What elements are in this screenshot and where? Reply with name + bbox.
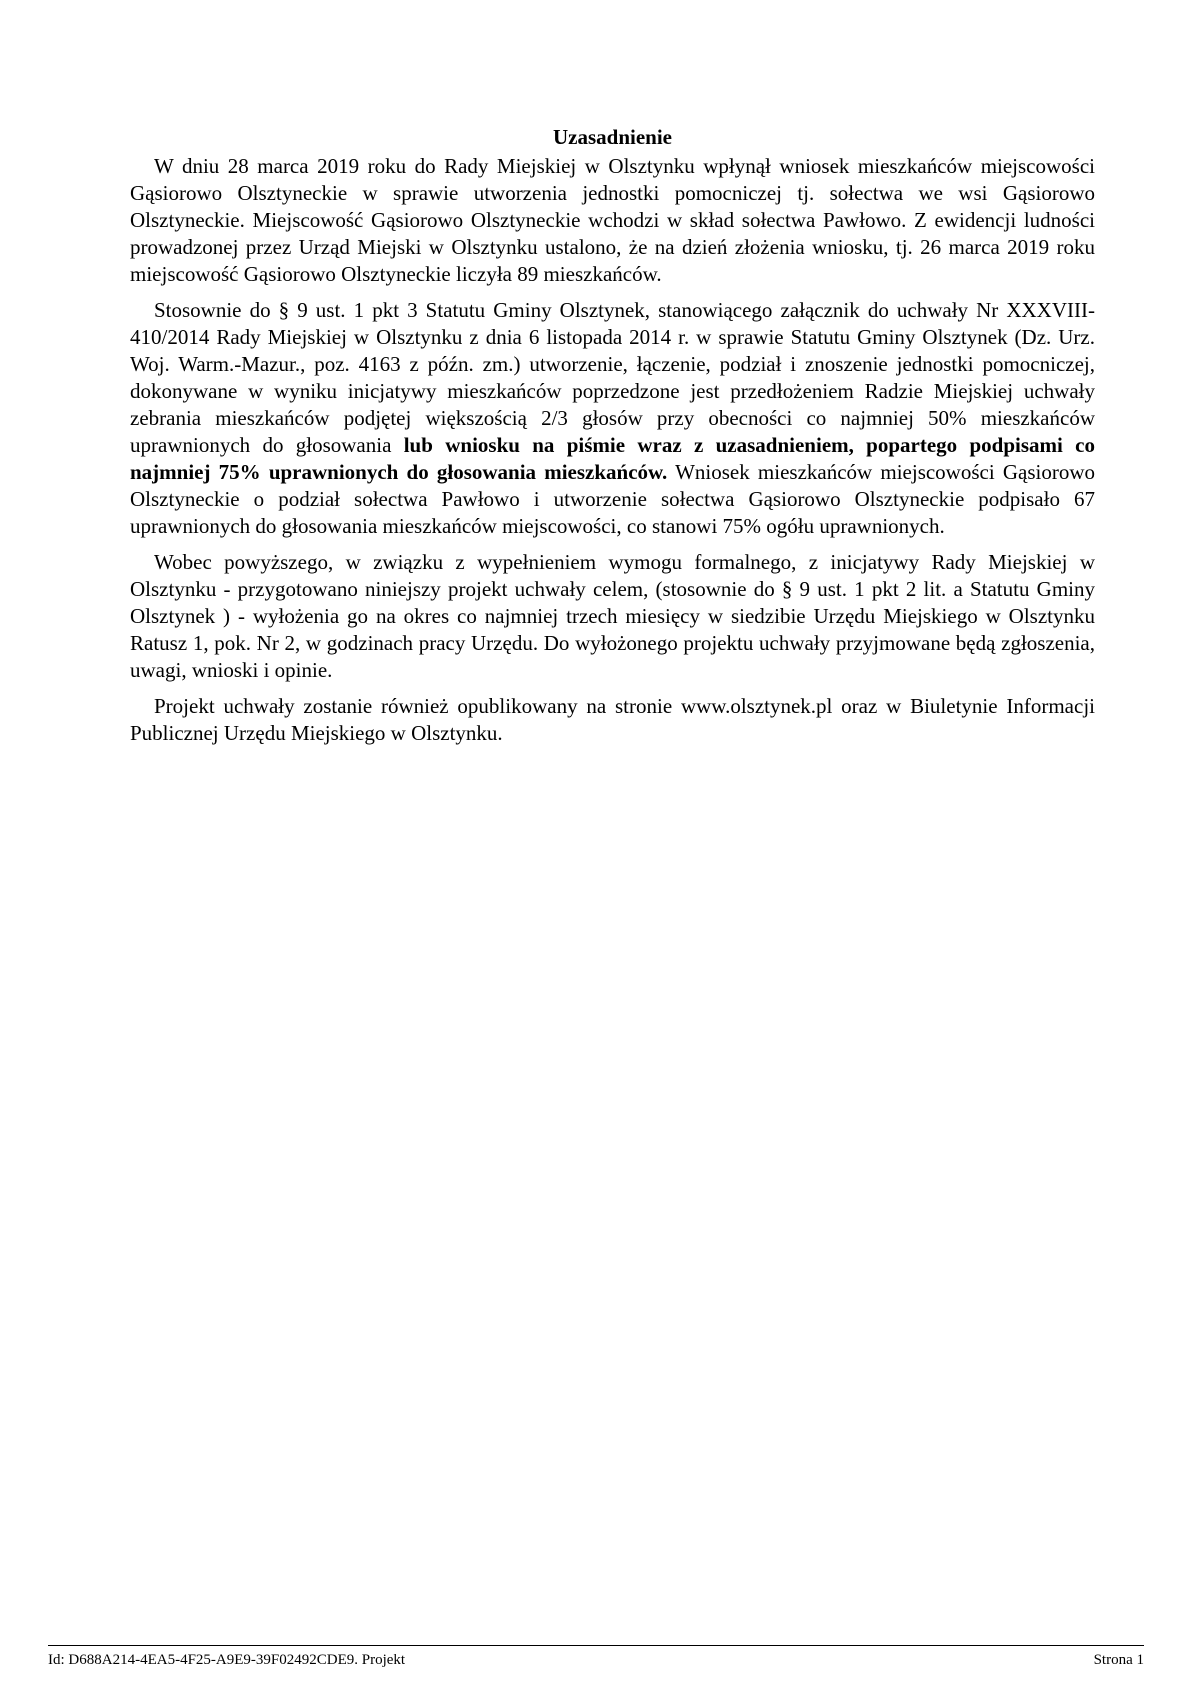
document-body [130,124,1095,756]
paragraph-statute-text-1: Stosownie do § 9 ust. 1 pkt 3 Statutu Gminy Olsztynek, stanowiącego załącznik do uchwały Nr XXXVIII-410/2014 Rady Miejskiej w Olsztynku z dnia 6 listopada 2014 r. w sprawie Statutu Gminy Olsztynek (Dz. Urz. Woj. Warm.-Mazur., poz. 4163 z późn. zm.) utworzenie, łączenie, podział i znoszenie jednostki pomocniczej, dokonywane w wyniku inicjatywy mieszkańców poprzedzone jest przedłożeniem Radzie Miejskiej uchwały zebrania mieszkańców podjętej większością 2/3 głosów przy obecności co najmniej 50% mieszkańców uprawnionych do głosowania [130,298,1095,457]
document-title: Uzasadnienie [552,125,672,149]
paragraph-publication: Projekt uchwały zostanie również opublikowany na stronie www.olsztynek.pl oraz w Biuletynie Informacji Publicznej Urzędu Miejskiego w Olsztynku. [130,694,1095,745]
document-id: Id: D688A214-4EA5-4F25-A9E9-39F02492CDE9. Projekt [48,1652,406,1668]
paragraph-statute [130,297,1095,540]
paragraph-statute-bold: lub wniosku na piśmie wraz z uzasadnieniem, popartego podpisami co najmniej 75% uprawnionych do głosowania mieszkańców. [130,433,1095,484]
paragraph-statute-text-2: Wniosek mieszkańców miejscowości Gąsiorowo Olsztyneckie o podział sołectwa Pawłowo i utworzenie sołectwa Gąsiorowo Olsztyneckie podpisało 67 uprawnionych do głosowania mieszkańców miejscowości, co stanowi 75% ogółu uprawnionych. [130,460,1095,538]
paragraph-request: W dniu 28 marca 2019 roku do Rady Miejskiej w Olsztynku wpłynął wniosek mieszkańców miejscowości Gąsiorowo Olsztyneckie w sprawie utworzenia jednostki pomocniczej tj. sołectwa we wsi Gąsiorowo Olsztyneckie. Miejscowość Gąsiorowo Olsztyneckie wchodzi w skład sołectwa Pawłowo. Z ewidencji ludności prowadzonej przez Urząd Miejski w Olsztynku ustalono, że na dzień złożenia wniosku, tj. 26 marca 2019 roku miejscowość Gąsiorowo Olsztyneckie liczyła 89 mieszkańców. [130,154,1095,286]
paragraph-consultation: Wobec powyższego, w związku z wypełnieniem wymogu formalnego, z inicjatywy Rady Miejskiej w Olsztynku - przygotowano niniejszy projekt uchwały celem, (stosownie do § 9 ust. 1 pkt 2 lit. a Statutu Gminy Olsztynek ) - wyłożenia go na okres co najmniej trzech miesięcy w siedzibie Urzędu Miejskiego w Olsztynku Ratusz 1, pok. Nr 2, w godzinach pracy Urzędu. Do wyłożonego projektu uchwały przyjmowane będą zgłoszenia, uwagi, wnioski i opinie. [130,550,1095,682]
footer-divider [48,1645,1144,1646]
page-footer [48,1651,1144,1669]
page-number: Strona 1 [1093,1652,1144,1668]
